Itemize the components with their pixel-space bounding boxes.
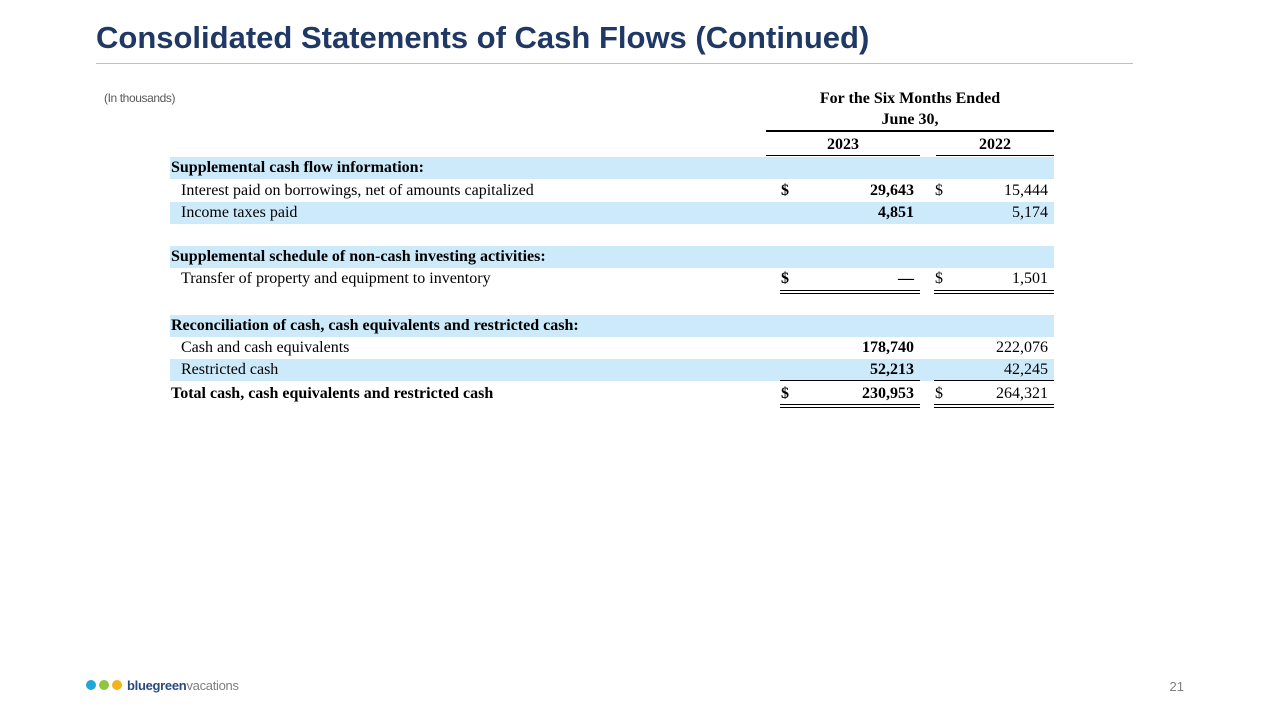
- logo-text-bold: bluegreen: [127, 677, 187, 693]
- year-rule-2023: [766, 155, 920, 156]
- units-note: (In thousands): [104, 91, 176, 105]
- double-underline: [780, 404, 920, 408]
- year-header-2023: 2023: [827, 136, 859, 153]
- row-label: Restricted cash: [181, 361, 279, 378]
- period-header-line2: June 30,: [881, 111, 939, 128]
- table-row: [170, 180, 1054, 202]
- total-label: Total cash, cash equivalents and restricted cash: [171, 385, 494, 402]
- total-value-2022: 264,321: [996, 385, 1048, 402]
- table-row: [170, 268, 1054, 290]
- title-divider: [96, 63, 1133, 64]
- period-header: [766, 88, 1054, 130]
- value-2023: —: [898, 270, 914, 287]
- section-header-row: [170, 315, 1054, 337]
- logo-dot-icon: [112, 680, 122, 690]
- table-row: [170, 359, 1054, 381]
- section-header-row: [170, 157, 1054, 179]
- value-2023: 4,851: [878, 204, 914, 221]
- subtotal-underline: [934, 380, 1054, 381]
- section-header-supplemental-cash-flow: Supplemental cash flow information:: [171, 159, 424, 176]
- page-title: Consolidated Statements of Cash Flows (Continued): [96, 20, 870, 55]
- currency-symbol: $: [935, 182, 943, 199]
- section-header-reconciliation: Reconciliation of cash, cash equivalents and restricted cash:: [171, 317, 579, 334]
- value-2022: 5,174: [1012, 204, 1048, 221]
- bluegreen-logo: [86, 677, 239, 693]
- double-underline: [934, 290, 1054, 294]
- table-row: [170, 202, 1054, 224]
- currency-symbol: $: [781, 385, 789, 402]
- total-row: [170, 383, 1054, 405]
- page-number: 21: [1169, 679, 1184, 694]
- value-2023: 178,740: [862, 339, 914, 356]
- year-rule-2022: [936, 155, 1054, 156]
- logo-dot-icon: [99, 680, 109, 690]
- value-2022: 42,245: [1004, 361, 1048, 378]
- logo-text-light: vacations: [186, 677, 239, 693]
- value-2022: 1,501: [1012, 270, 1048, 287]
- table-row: [170, 337, 1054, 359]
- period-header-line1: For the Six Months Ended: [819, 90, 1001, 107]
- currency-symbol: $: [781, 270, 789, 287]
- double-underline: [780, 290, 920, 294]
- total-value-2023: 230,953: [862, 385, 914, 402]
- value-2022: 222,076: [996, 339, 1048, 356]
- currency-symbol: $: [781, 182, 789, 199]
- currency-symbol: $: [935, 385, 943, 402]
- period-header-rule: [766, 130, 1054, 132]
- row-label: Interest paid on borrowings, net of amounts capitalized: [181, 182, 534, 199]
- row-label: Transfer of property and equipment to inventory: [181, 270, 491, 287]
- section-header-row: [170, 246, 1054, 268]
- row-label: Cash and cash equivalents: [181, 339, 350, 356]
- currency-symbol: $: [935, 270, 943, 287]
- year-header-2022: 2022: [979, 136, 1011, 153]
- value-2022: 15,444: [1004, 182, 1048, 199]
- logo-dot-icon: [86, 680, 96, 690]
- section-header-non-cash-investing: Supplemental schedule of non-cash investing activities:: [171, 248, 546, 265]
- value-2023: 29,643: [870, 182, 914, 199]
- value-2023: 52,213: [870, 361, 914, 378]
- subtotal-underline: [780, 380, 920, 381]
- row-label: Income taxes paid: [181, 204, 298, 221]
- logo-wordmark: [127, 678, 239, 693]
- double-underline: [934, 404, 1054, 408]
